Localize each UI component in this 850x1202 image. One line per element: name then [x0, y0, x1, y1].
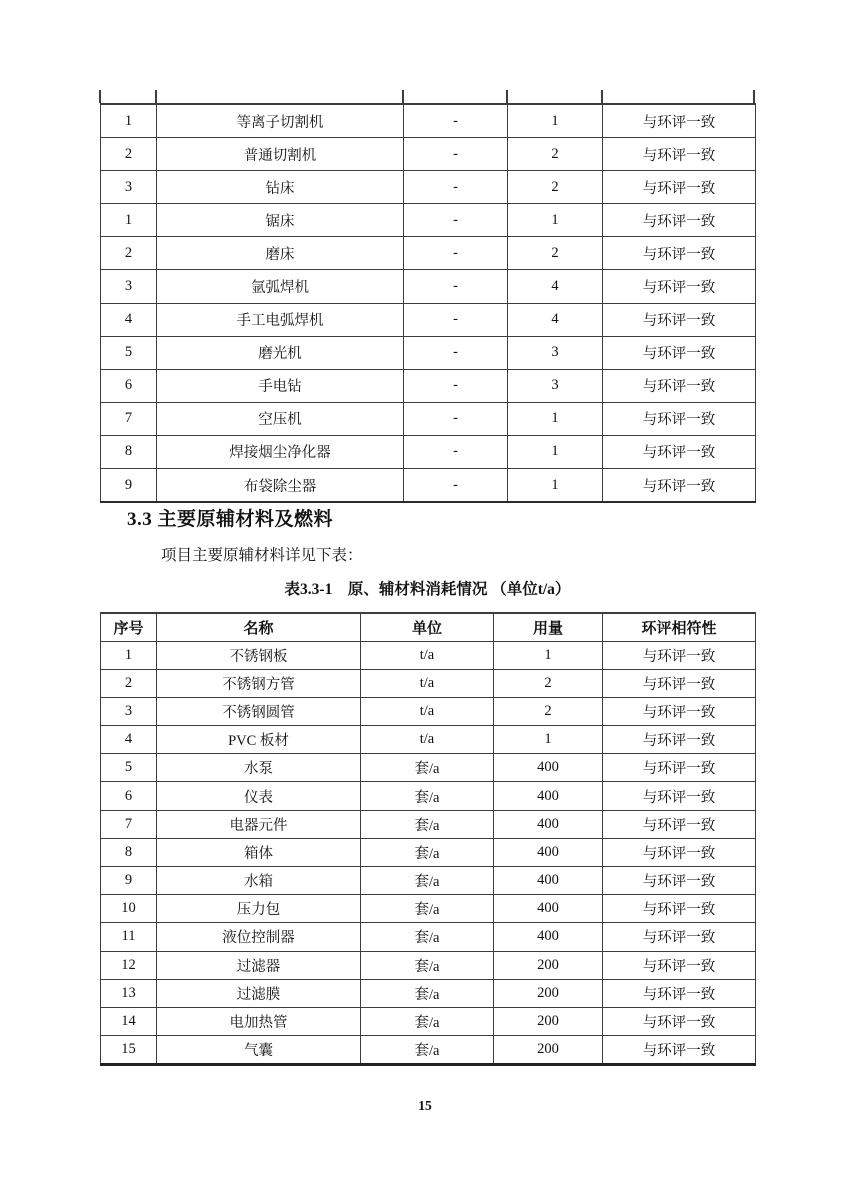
cell-eia-status: 与环评一致 — [603, 303, 756, 336]
cell-eia-status: 与环评一致 — [603, 1007, 756, 1035]
table-row — [101, 923, 756, 951]
cell-unit: 套/a — [361, 1036, 494, 1065]
cell-eia-status: 与环评一致 — [603, 237, 756, 270]
cell-spec: - — [404, 138, 508, 171]
cell-equipment-name: 焊接烟尘净化器 — [157, 435, 404, 468]
table-row — [101, 1007, 756, 1035]
cell-spec: - — [404, 435, 508, 468]
cell-amount: 400 — [494, 923, 603, 951]
table-row — [101, 336, 756, 369]
cell-material-name: 电器元件 — [157, 810, 361, 838]
cell-serial-number: 11 — [101, 923, 157, 951]
cell-material-name: 电加热管 — [157, 1007, 361, 1035]
cell-eia-status: 与环评一致 — [603, 979, 756, 1007]
cell-amount: 200 — [494, 1007, 603, 1035]
cell-spec: - — [404, 270, 508, 303]
cell-unit: 套/a — [361, 754, 494, 782]
cell-serial-number: 8 — [101, 435, 157, 468]
cell-material-name: 不锈钢方管 — [157, 669, 361, 697]
page-number: 15 — [418, 1098, 432, 1113]
cell-material-name: PVC 板材 — [157, 726, 361, 754]
cell-spec: - — [404, 204, 508, 237]
cell-unit: 套/a — [361, 923, 494, 951]
cell-serial-number: 3 — [101, 270, 157, 303]
cell-equipment-name: 手工电弧焊机 — [157, 303, 404, 336]
cell-spec: - — [404, 336, 508, 369]
cell-material-name: 水箱 — [157, 867, 361, 895]
cell-amount: 400 — [494, 782, 603, 810]
cell-serial-number: 4 — [101, 726, 157, 754]
cell-serial-number: 5 — [101, 336, 157, 369]
cell-spec: - — [404, 402, 508, 435]
cell-eia-status: 与环评一致 — [603, 336, 756, 369]
cell-quantity: 2 — [508, 171, 603, 204]
table-row — [101, 669, 756, 697]
table-row — [101, 867, 756, 895]
cell-eia-status: 与环评一致 — [603, 754, 756, 782]
cell-quantity: 1 — [508, 435, 603, 468]
cell-eia-status: 与环评一致 — [603, 697, 756, 725]
cell-eia-status: 与环评一致 — [603, 726, 756, 754]
cell-amount: 200 — [494, 979, 603, 1007]
cell-amount: 200 — [494, 951, 603, 979]
table-continuation-stub — [99, 90, 101, 103]
equipment-table — [100, 103, 756, 503]
cell-equipment-name: 磨光机 — [157, 336, 404, 369]
cell-serial-number: 15 — [101, 1036, 157, 1065]
cell-serial-number: 2 — [101, 138, 157, 171]
cell-eia-status: 与环评一致 — [603, 895, 756, 923]
table-row — [101, 369, 756, 402]
cell-unit: 套/a — [361, 782, 494, 810]
table-row — [101, 697, 756, 725]
table-continuation-stub — [601, 90, 603, 103]
table-caption: 表3.3-1 原、辅材料消耗情况 （单位t/a） — [284, 581, 571, 598]
cell-equipment-name: 磨床 — [157, 237, 404, 270]
cell-amount: 400 — [494, 867, 603, 895]
cell-serial-number: 13 — [101, 979, 157, 1007]
table-row — [101, 895, 756, 923]
cell-amount: 400 — [494, 754, 603, 782]
section-heading: 3.3 主要原辅材料及燃料 — [127, 509, 334, 530]
cell-serial-number: 14 — [101, 1007, 157, 1035]
cell-amount: 1 — [494, 641, 603, 669]
cell-equipment-name: 布袋除尘器 — [157, 469, 404, 503]
cell-eia-status: 与环评一致 — [603, 104, 756, 138]
materials-table — [100, 612, 756, 1066]
intro-text: 项目主要原辅材料详见下表： — [161, 547, 363, 564]
cell-eia-status: 与环评一致 — [603, 1036, 756, 1065]
cell-unit: t/a — [361, 641, 494, 669]
cell-amount: 400 — [494, 838, 603, 866]
cell-material-name: 过滤膜 — [157, 979, 361, 1007]
cell-eia-status: 与环评一致 — [603, 838, 756, 866]
cell-eia-status: 与环评一致 — [603, 951, 756, 979]
materials-table-header-row — [101, 613, 756, 641]
cell-equipment-name: 空压机 — [157, 402, 404, 435]
cell-equipment-name: 锯床 — [157, 204, 404, 237]
materials-table-body — [101, 641, 756, 1065]
cell-unit: 套/a — [361, 810, 494, 838]
cell-material-name: 不锈钢圆管 — [157, 697, 361, 725]
cell-material-name: 水泵 — [157, 754, 361, 782]
cell-eia-status: 与环评一致 — [603, 782, 756, 810]
cell-spec: - — [404, 171, 508, 204]
cell-material-name: 液位控制器 — [157, 923, 361, 951]
table-row — [101, 171, 756, 204]
table-continuation-stub — [155, 90, 157, 103]
cell-eia-status: 与环评一致 — [603, 923, 756, 951]
cell-serial-number: 10 — [101, 895, 157, 923]
cell-eia-status: 与环评一致 — [603, 270, 756, 303]
cell-serial-number: 5 — [101, 754, 157, 782]
cell-spec: - — [404, 303, 508, 336]
cell-eia-status: 与环评一致 — [603, 435, 756, 468]
cell-eia-status: 与环评一致 — [603, 641, 756, 669]
table-continuation-stub — [753, 90, 755, 103]
cell-serial-number: 7 — [101, 402, 157, 435]
cell-material-name: 箱体 — [157, 838, 361, 866]
table-row — [101, 641, 756, 669]
cell-serial-number: 3 — [101, 171, 157, 204]
cell-unit: t/a — [361, 697, 494, 725]
cell-quantity: 1 — [508, 402, 603, 435]
header-serial-number: 序号 — [101, 613, 157, 641]
cell-serial-number: 6 — [101, 369, 157, 402]
table-row — [101, 237, 756, 270]
cell-unit: 套/a — [361, 867, 494, 895]
header-name: 名称 — [157, 613, 361, 641]
table-continuation-stub — [402, 90, 404, 103]
cell-serial-number: 9 — [101, 469, 157, 503]
cell-equipment-name: 普通切割机 — [157, 138, 404, 171]
cell-serial-number: 2 — [101, 237, 157, 270]
table-row — [101, 402, 756, 435]
header-amount: 用量 — [494, 613, 603, 641]
cell-material-name: 不锈钢板 — [157, 641, 361, 669]
table-row — [101, 138, 756, 171]
cell-quantity: 3 — [508, 369, 603, 402]
table-continuation-stub — [506, 90, 508, 103]
cell-amount: 400 — [494, 810, 603, 838]
cell-eia-status: 与环评一致 — [603, 867, 756, 895]
cell-material-name: 气囊 — [157, 1036, 361, 1065]
cell-eia-status: 与环评一致 — [603, 369, 756, 402]
cell-unit: t/a — [361, 726, 494, 754]
cell-quantity: 1 — [508, 204, 603, 237]
cell-serial-number: 12 — [101, 951, 157, 979]
header-eia-status: 环评相符性 — [603, 613, 756, 641]
cell-amount: 1 — [494, 726, 603, 754]
table-row — [101, 469, 756, 503]
table-row — [101, 104, 756, 138]
cell-material-name: 仪表 — [157, 782, 361, 810]
cell-equipment-name: 等离子切割机 — [157, 104, 404, 138]
table-row — [101, 1036, 756, 1065]
table-row — [101, 303, 756, 336]
cell-quantity: 4 — [508, 303, 603, 336]
cell-eia-status: 与环评一致 — [603, 402, 756, 435]
cell-equipment-name: 钻床 — [157, 171, 404, 204]
cell-material-name: 过滤器 — [157, 951, 361, 979]
cell-serial-number: 3 — [101, 697, 157, 725]
cell-serial-number: 6 — [101, 782, 157, 810]
cell-equipment-name: 手电钻 — [157, 369, 404, 402]
cell-equipment-name: 氩弧焊机 — [157, 270, 404, 303]
cell-serial-number: 1 — [101, 204, 157, 237]
cell-quantity: 1 — [508, 104, 603, 138]
cell-amount: 400 — [494, 895, 603, 923]
cell-unit: t/a — [361, 669, 494, 697]
cell-quantity: 4 — [508, 270, 603, 303]
table-row — [101, 754, 756, 782]
cell-eia-status: 与环评一致 — [603, 469, 756, 503]
cell-quantity: 1 — [508, 469, 603, 503]
cell-spec: - — [404, 469, 508, 503]
cell-serial-number: 9 — [101, 867, 157, 895]
cell-spec: - — [404, 237, 508, 270]
cell-material-name: 压力包 — [157, 895, 361, 923]
cell-quantity: 2 — [508, 237, 603, 270]
cell-serial-number: 8 — [101, 838, 157, 866]
cell-serial-number: 4 — [101, 303, 157, 336]
cell-eia-status: 与环评一致 — [603, 171, 756, 204]
table-row — [101, 979, 756, 1007]
cell-quantity: 3 — [508, 336, 603, 369]
header-unit: 单位 — [361, 613, 494, 641]
cell-spec: - — [404, 369, 508, 402]
cell-unit: 套/a — [361, 895, 494, 923]
table-row — [101, 270, 756, 303]
table-row — [101, 951, 756, 979]
cell-serial-number: 1 — [101, 641, 157, 669]
table-row — [101, 782, 756, 810]
table-row — [101, 204, 756, 237]
cell-unit: 套/a — [361, 979, 494, 1007]
cell-amount: 2 — [494, 669, 603, 697]
table-row — [101, 810, 756, 838]
table-row — [101, 726, 756, 754]
cell-serial-number: 2 — [101, 669, 157, 697]
cell-eia-status: 与环评一致 — [603, 669, 756, 697]
table-row — [101, 838, 756, 866]
cell-serial-number: 7 — [101, 810, 157, 838]
cell-eia-status: 与环评一致 — [603, 204, 756, 237]
cell-spec: - — [404, 104, 508, 138]
cell-unit: 套/a — [361, 838, 494, 866]
table-row — [101, 435, 756, 468]
cell-unit: 套/a — [361, 951, 494, 979]
cell-quantity: 2 — [508, 138, 603, 171]
cell-eia-status: 与环评一致 — [603, 138, 756, 171]
cell-unit: 套/a — [361, 1007, 494, 1035]
cell-amount: 200 — [494, 1036, 603, 1065]
cell-serial-number: 1 — [101, 104, 157, 138]
cell-amount: 2 — [494, 697, 603, 725]
equipment-table-body — [101, 104, 756, 502]
cell-eia-status: 与环评一致 — [603, 810, 756, 838]
